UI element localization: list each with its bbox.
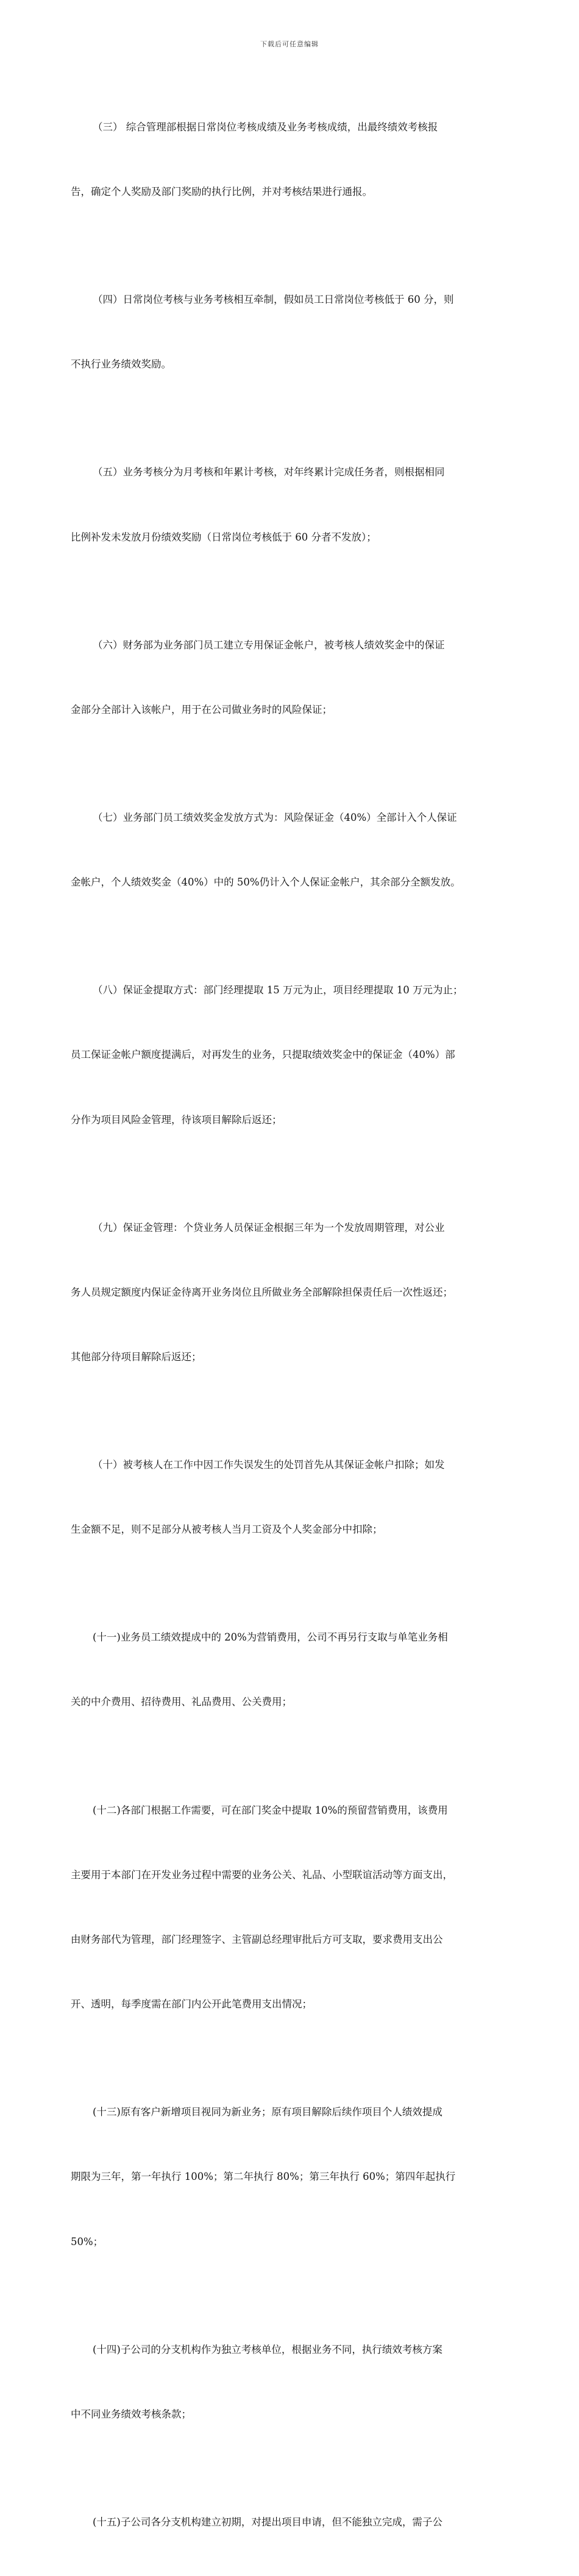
paragraph-line: 比例补发未发放月份绩效奖励（日常岗位考核低于 60 分者不发放）；: [71, 531, 377, 543]
paragraph-15: [71, 2468, 510, 2576]
paragraph-line: 50%；: [71, 2235, 104, 2248]
paragraph-line: （九）保证金管理：个贷业务人员保证金根据三年为一个发放周期管理，对公业: [93, 1221, 445, 1233]
paragraph-line: 分作为项目风险金管理，待该项目解除后返还；: [71, 1113, 282, 1126]
paragraph-line: 员工保证金帐户额度提满后，对再发生的业务，只提取绩效奖金中的保证金（40%）部: [71, 1049, 455, 1061]
page-header-note: 下载后可任意编辑: [260, 40, 319, 48]
paragraph-line: 中不同业务绩效考核条款；: [71, 2408, 191, 2420]
paragraph-7: [71, 764, 510, 936]
paragraph-line: (十二)各部门根据工作需要，可在部门奖金中提取 10%的预留营销费用，该费用: [93, 1804, 448, 1816]
paragraph-9: [71, 1174, 510, 1411]
paragraph-line: (十五)子公司各分支机构建立初期，对提出项目申请，但不能独立完成，需子公: [93, 2516, 442, 2528]
paragraph-line: 主要用于本部门在开发业务过程中需要的业务公关、礼品、小型联谊活动等方面支出，: [71, 1868, 453, 1881]
paragraph-line: (十三)原有客户新增项目视同为新业务；原有项目解除后续作项目个人绩效提成: [93, 2106, 442, 2118]
paragraph-line: 由财务部代为管理，部门经理签字、主管副总经理审批后方可支取，要求费用支出公: [71, 1933, 443, 1945]
paragraph-8: [71, 936, 510, 1173]
paragraph-line: （十）被考核人在工作中因工作失误发生的处罚首先从其保证金帐户扣除；如发: [93, 1459, 445, 1471]
paragraph-6: [71, 591, 510, 764]
paragraph-line: 不执行业务绩效奖励。: [71, 358, 171, 371]
paragraph-14: [71, 2296, 510, 2468]
paragraph-13: [71, 2058, 510, 2295]
paragraph-line: 关的中介费用、招待费用、礼品费用、公关费用；: [71, 1696, 292, 1708]
paragraph-line: （七）业务部门员工绩效奖金发放方式为：风险保证金（40%）全部计入个人保证: [93, 811, 457, 823]
paragraph-11: [71, 1583, 510, 1756]
paragraph-line: 期限为三年，第一年执行 100%；第二年执行 80%；第三年执行 60%；第四年起执行: [71, 2171, 456, 2183]
paragraph-line: 金帐户，个人绩效奖金（40%）中的 50%仍计入个人保证金帐户，其余部分全额发放。: [71, 876, 461, 889]
paragraph-line: 开、透明，每季度需在部门内公开此笔费用支出情况；: [71, 1998, 312, 2010]
paragraph-line: （三） 综合管理部根据日常岗位考核成绩及业务考核成绩，出最终绩效考核报: [93, 121, 438, 133]
paragraph-line: (十一)业务员工绩效提成中的 20%为营销费用，公司不再另行支取与单笔业务相: [93, 1631, 448, 1644]
paragraph-line: 生金额不足，则不足部分从被考核人当月工资及个人奖金部分中扣除；: [71, 1524, 383, 1536]
paragraph-3: [71, 73, 510, 246]
paragraph-line: （五）业务考核分为月考核和年累计考核，对年终累计完成任务者，则根据相同: [93, 466, 445, 478]
paragraph-line: (十四)子公司的分支机构作为独立考核单位，根据业务不同，执行绩效考核方案: [93, 2343, 442, 2355]
paragraph-line: 告，确定个人奖励及部门奖励的执行比例，并对考核结果进行通报。: [71, 186, 372, 198]
paragraph-5: [71, 419, 510, 591]
paragraph-10: [71, 1411, 510, 1583]
paragraph-12: [71, 1756, 510, 2059]
document-body: [71, 73, 510, 2576]
paragraph-line: 其他部分待项目解除后返还；: [71, 1350, 202, 1363]
paragraph-line: （八）保证金提取方式：部门经理提取 15 万元为止，项目经理提取 10 万元为止；: [93, 984, 463, 996]
paragraph-4: [71, 246, 510, 418]
paragraph-line: 金部分全部计入该帐户，用于在公司做业务时的风险保证；: [71, 703, 332, 715]
paragraph-line: 务人员规定额度内保证金待离开业务岗位且所做业务全部解除担保责任后一次性返还；: [71, 1286, 453, 1298]
paragraph-line: （四）日常岗位考核与业务考核相互牵制，假如员工日常岗位考核低于 60 分，则: [93, 294, 454, 306]
paragraph-line: （六）财务部为业务部门员工建立专用保证金帐户，被考核人绩效奖金中的保证: [93, 639, 445, 651]
